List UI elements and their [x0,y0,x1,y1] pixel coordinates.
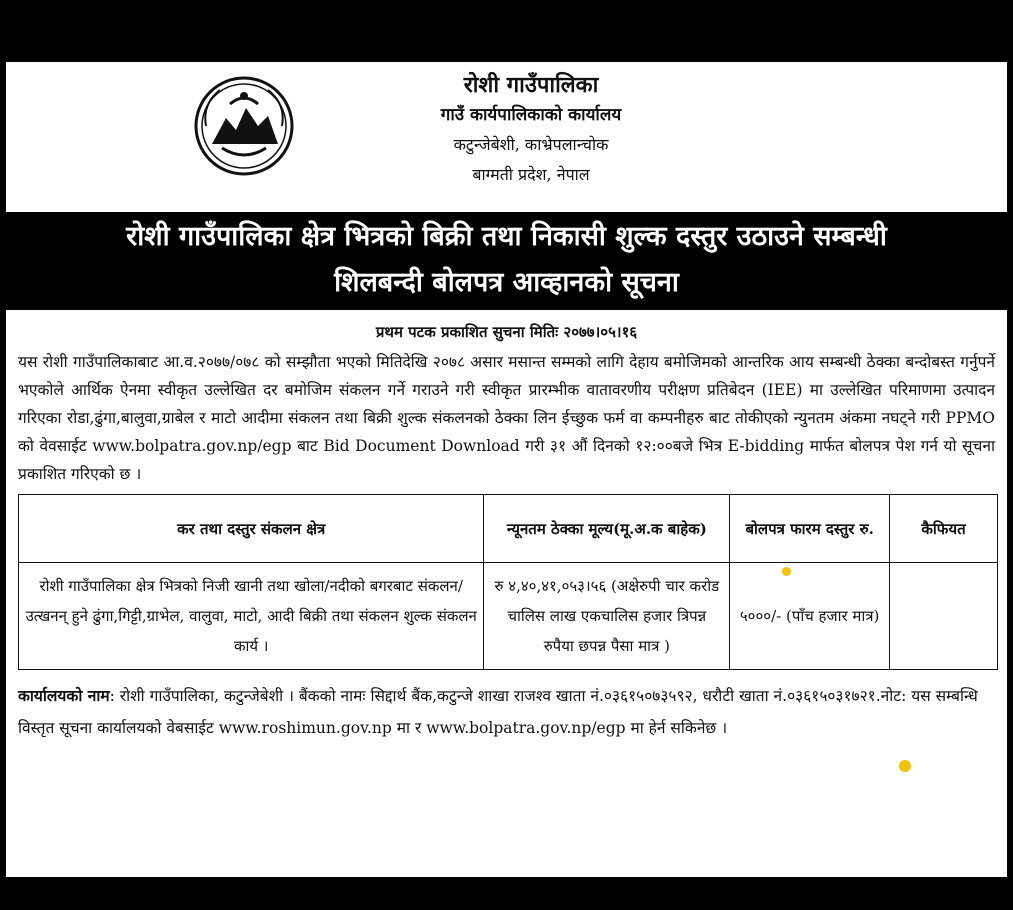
office-label: कार्यालयको नाम [18,686,110,705]
table-header-cell: न्यूनतम ठेक्का मूल्य(मू.अ.क बाहेक) [484,495,730,563]
government-seal-icon [192,74,296,178]
publication-date: प्रथम पटक प्रकाशित सुचना मितिः २०७७।०५।१६ [375,323,638,341]
office-bank-note [6,670,1007,744]
municipality-name: रोशी गाउँपालिका [463,72,599,98]
office-bank-details: : रोशी गाउँपालिका, कटुन्जेबेशी । बैंकको नामः सिद्दार्थ बैंक,कटुन्जे शाखा राजश्व खाता नं.०३६१५०७३५९२, धरौटी खाता नं.०३६१५०३१७२१.नोट: यस सम्बन्धि विस्तृत सूचना कार्यालयको वेबसाईट www.roshimun.gov.np मा र www.bolpatra.gov.np/egp मा हेर्न सकिनेछ । [18,687,978,737]
notice-title-line1: रोशी गाउँपालिका क्षेत्र भित्रको बिक्री तथा निकासी शुल्क दस्तुर उठाउने सम्बन्धी [126,221,887,252]
office-name: गाउँ कार्यपालिकाको कार्यालय [440,105,622,125]
notice-title-line2: शिलबन्दी बोलपत्र आव्हानको सूचना [334,267,679,298]
notice-page [6,62,1007,877]
letterhead [6,62,1007,212]
notice-body-text: यस रोशी गाउँपालिकाबाट आ.व.२०७७/०७८ को सम्झौता भएको मितिदेखि २०७८ असार मसान्त सम्मको लागि देहाय बमोजिमको आन्तरिक आय सम्बन्धी ठेक्का बन्दोबस्त गर्नुपर्ने भएकोले आर्थिक ऐनमा स्वीकृत उल्लेखित दर बमोजिम संकलन गर्ने गराउने गरी स्वीकृत प्रारम्भीक वातावरणीय परीक्षण प्रतिबेदन (IEE) मा उल्लेखित परिमाणमा उत्पादन गरिएका रोडा,ढुंगा,बालुवा,ग्राबेल र माटो आदीमा संकलन तथा बिक्री शुल्क संकलनको ठेक्का लिन ईच्छुक फर्म वा कम्पनीहरु बाट तोकीएको न्युनतम अंकमा नघट्ने गरी PPMO को वेवसाईट www.bolpatra.gov.np/egp बाट Bid Document Download गरी ३१ औं दिनको १२:००बजे भित्र E-bidding मार्फत बोलपत्र पेश गर्न यो सूचना प्रकाशित गरिएको छ । [18,353,995,483]
yellow-marker-icon [782,567,791,576]
province-name: बाग्मती प्रदेश, नेपाल [472,165,590,184]
table-header-cell: कर तथा दस्तुर संकलन क्षेत्र [19,495,484,563]
table-cell: रु ४,४०,४१,०५३।५६ (अक्षेरुपी चार करोड चालिस लाख एकचालिस हजार त्रिपन्न रुपैया छपन्न पैसा मात्र ) [484,563,730,670]
table-cell: ५०००/- (पाँच हजार मात्र) [730,563,890,670]
table-cell [890,563,998,670]
table-header-cell: कैफियत [890,495,998,563]
tender-table [18,494,998,670]
table-cell: रोशी गाउँपालिका क्षेत्र भित्रको निजी खानी तथा खोला/नदीको बगरबाट संकलन/उत्खनन् हुने ढुंगा,गिट्टी,ग्राभेल, वालुवा, माटो, आदी बिक्री तथा संकलन शुल्क संकलन कार्य । [19,563,484,670]
table-header-row [19,495,998,563]
office-address: कटुन्जेबेशी, काभ्रेपलान्चोक [453,135,609,154]
notice-title-banner [6,212,1007,310]
table-header-cell: बोलपत्र फारम दस्तुर रु. [730,495,890,563]
yellow-marker-icon [899,760,911,772]
table-row [19,563,998,670]
